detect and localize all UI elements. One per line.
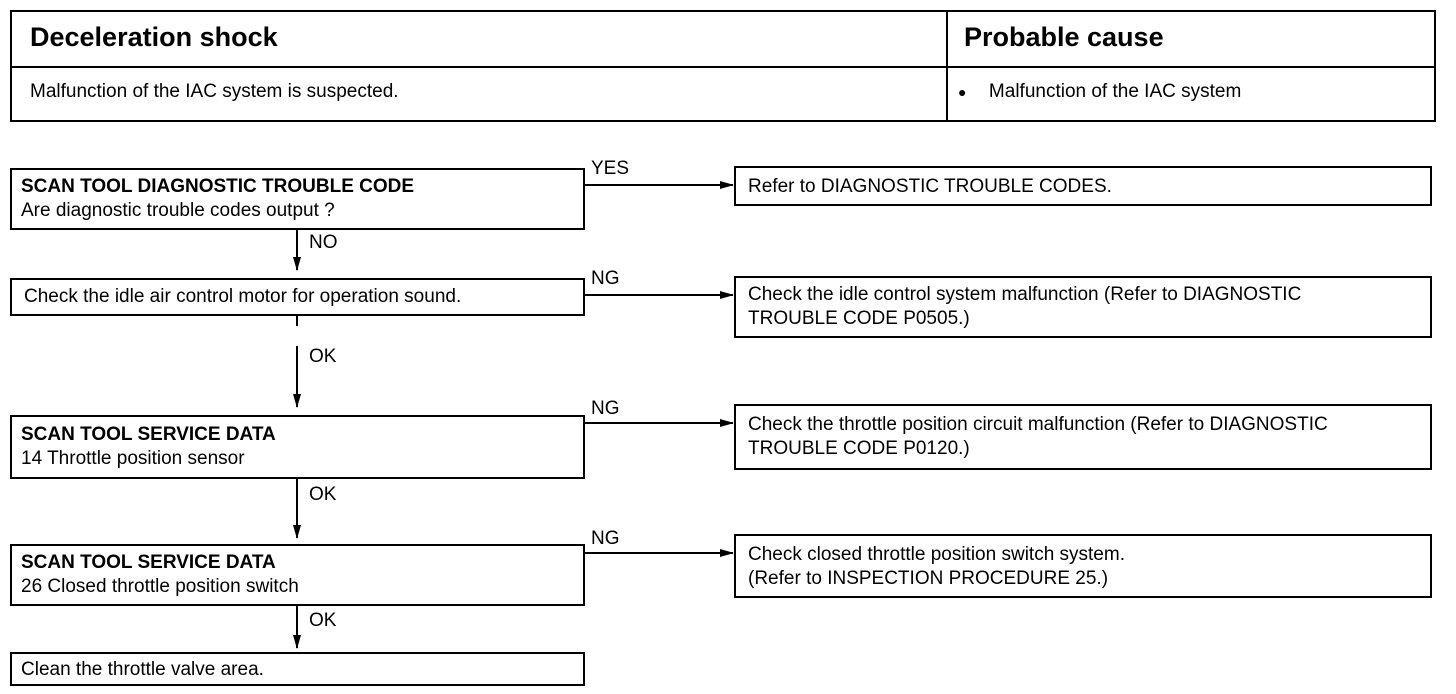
step-question: Are diagnostic trouble codes output ? xyxy=(21,200,335,221)
result-text: Check the idle control system malfunction (Refer to DIAGNOSTIC xyxy=(748,284,1302,305)
result-text: Check closed throttle position switch system. xyxy=(748,544,1125,565)
step-dtc-check xyxy=(10,168,585,230)
cause-bullet: ● xyxy=(958,84,967,100)
step-title: SCAN TOOL DIAGNOSTIC TROUBLE CODE xyxy=(21,176,415,197)
description-text: Malfunction of the IAC system is suspected. xyxy=(30,81,399,102)
result-text: Check the throttle position circuit malfunction (Refer to DIAGNOSTIC xyxy=(748,414,1328,435)
result-text: Refer to DIAGNOSTIC TROUBLE CODES. xyxy=(748,176,1112,197)
step-title: Clean the throttle valve area. xyxy=(21,659,264,680)
cause-item: Malfunction of the IAC system xyxy=(988,81,1242,102)
label-ng-2: NG xyxy=(591,398,620,419)
step-closed-throttle-switch xyxy=(10,544,585,606)
result-text-2: (Refer to INSPECTION PROCEDURE 25.) xyxy=(748,568,1109,589)
label-yes: YES xyxy=(591,158,630,179)
result-closed-throttle xyxy=(734,534,1432,598)
step-iac-sound-check xyxy=(10,278,585,316)
step-title: Check the idle air control motor for operation sound. xyxy=(24,286,462,307)
result-refer-dtc xyxy=(734,166,1432,206)
label-ng-1: NG xyxy=(591,268,620,289)
result-throttle-circuit xyxy=(734,404,1432,470)
step-throttle-sensor xyxy=(10,415,585,479)
step-clean-throttle xyxy=(10,652,585,686)
label-ok-2: OK xyxy=(309,484,337,505)
cause-heading: Probable cause xyxy=(964,22,1164,52)
label-ng-3: NG xyxy=(591,528,620,549)
result-text-2: TROUBLE CODE P0505.) xyxy=(748,308,970,329)
step-title: SCAN TOOL SERVICE DATA xyxy=(21,552,276,573)
label-ok-1: OK xyxy=(309,346,337,367)
page-title: Deceleration shock xyxy=(30,22,278,52)
step-item: 14 Throttle position sensor xyxy=(21,448,245,469)
label-no: NO xyxy=(309,232,338,253)
step-title: SCAN TOOL SERVICE DATA xyxy=(21,424,276,445)
step-item: 26 Closed throttle position switch xyxy=(21,576,299,597)
label-ok-3: OK xyxy=(309,610,337,631)
result-text-2: TROUBLE CODE P0120.) xyxy=(748,438,970,459)
result-idle-control xyxy=(734,276,1432,338)
